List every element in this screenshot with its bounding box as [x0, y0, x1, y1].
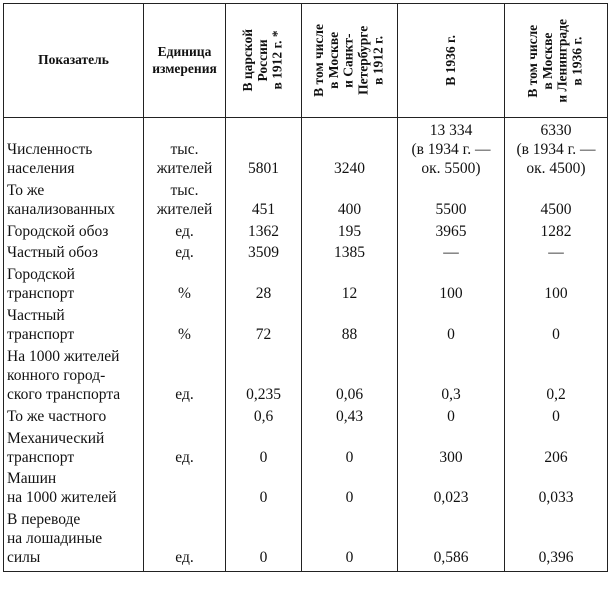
row-value-cell: 0,396 [505, 509, 608, 571]
row-value-cell: 300 [398, 428, 505, 469]
row-value-cell: 0 [226, 468, 302, 509]
table-row [4, 509, 608, 571]
table-row [4, 264, 608, 305]
row-value-cell: 0 [398, 305, 505, 346]
row-indicator-cell: Численность населения [4, 118, 144, 180]
row-value-cell: 206 [505, 428, 608, 469]
row-value-cell: 0,235 [226, 346, 302, 406]
row-value-cell: 0,06 [302, 346, 398, 406]
row-unit-cell: ед. [144, 242, 226, 264]
row-value-cell: 0,586 [398, 509, 505, 571]
table-body [4, 118, 608, 572]
row-indicator-cell: То же частного [4, 406, 144, 428]
table-header-row [4, 4, 608, 118]
header-moscow-leningrad-1936-label: В том числе в Москве и Ленинграде в 1936 г. [525, 18, 585, 103]
row-indicator-cell: В переводе на лошадиные силы [4, 509, 144, 571]
row-unit-cell: тыс. жителей [144, 118, 226, 180]
row-indicator-cell: Частный обоз [4, 242, 144, 264]
row-indicator-cell: На 1000 жителей конного город- ского транспорта [4, 346, 144, 406]
row-unit-cell: ед. [144, 509, 226, 571]
row-value-cell: 100 [398, 264, 505, 305]
header-unit-label: Единица измерения [152, 44, 217, 76]
row-value-cell: 6330 (в 1934 г. — ок. 4500) [505, 118, 608, 180]
row-indicator-cell: Городской транспорт [4, 264, 144, 305]
row-value-cell: 0 [226, 509, 302, 571]
header-moscow-spb-1912-label: В том числе в Москве и Санкт- Петербурге в 1912 г. [311, 24, 386, 97]
table-row [4, 406, 608, 428]
header-unit [144, 4, 226, 118]
table-row [4, 305, 608, 346]
row-value-cell: 72 [226, 305, 302, 346]
row-value-cell: 4500 [505, 180, 608, 221]
row-value-cell: 0 [226, 428, 302, 469]
table-row [4, 180, 608, 221]
row-indicator-cell: Частный транспорт [4, 305, 144, 346]
row-unit-cell: ед. [144, 221, 226, 243]
row-value-cell: 0,033 [505, 468, 608, 509]
row-value-cell: 0,2 [505, 346, 608, 406]
header-indicator-label: Показатель [38, 52, 109, 68]
header-moscow-spb-1912 [302, 4, 398, 118]
header-moscow-leningrad-1936 [505, 4, 608, 118]
row-value-cell: 12 [302, 264, 398, 305]
row-unit-cell: % [144, 305, 226, 346]
row-value-cell: 195 [302, 221, 398, 243]
table-row [4, 242, 608, 264]
row-value-cell: 0 [302, 468, 398, 509]
row-value-cell: 3509 [226, 242, 302, 264]
table-row [4, 118, 608, 180]
row-value-cell: 3240 [302, 118, 398, 180]
header-russia-1912-label: В царской России в 1912 г. * [240, 29, 285, 92]
row-value-cell: 13 334 (в 1934 г. — ок. 5500) [398, 118, 505, 180]
table-row [4, 346, 608, 406]
row-value-cell: 0,43 [302, 406, 398, 428]
row-indicator-cell: То же канализованных [4, 180, 144, 221]
row-value-cell: 0 [302, 509, 398, 571]
table-row [4, 428, 608, 469]
statistics-table [3, 3, 608, 572]
row-value-cell: 1385 [302, 242, 398, 264]
row-value-cell: 1282 [505, 221, 608, 243]
header-indicator [4, 4, 144, 118]
row-value-cell: 28 [226, 264, 302, 305]
header-russia-1912 [226, 4, 302, 118]
row-value-cell: 100 [505, 264, 608, 305]
table-row [4, 468, 608, 509]
row-value-cell: 5500 [398, 180, 505, 221]
row-value-cell: 0,023 [398, 468, 505, 509]
row-value-cell: 1362 [226, 221, 302, 243]
row-value-cell: 451 [226, 180, 302, 221]
row-value-cell: 88 [302, 305, 398, 346]
row-unit-cell: ед. [144, 346, 226, 406]
row-unit-cell: % [144, 264, 226, 305]
row-value-cell: — [505, 242, 608, 264]
row-value-cell: 0 [302, 428, 398, 469]
header-1936 [398, 4, 505, 118]
row-value-cell: 0,6 [226, 406, 302, 428]
row-unit-cell: тыс. жителей [144, 180, 226, 221]
row-indicator-cell: Механический транспорт [4, 428, 144, 469]
row-unit-cell [144, 468, 226, 509]
row-value-cell: 0 [505, 406, 608, 428]
row-value-cell: 0 [398, 406, 505, 428]
row-value-cell: 400 [302, 180, 398, 221]
row-unit-cell [144, 406, 226, 428]
row-value-cell: 3965 [398, 221, 505, 243]
row-unit-cell: ед. [144, 428, 226, 469]
row-indicator-cell: Машин на 1000 жителей [4, 468, 144, 509]
row-indicator-cell: Городской обоз [4, 221, 144, 243]
header-1936-label: В 1936 г. [442, 35, 458, 86]
row-value-cell: 0 [505, 305, 608, 346]
row-value-cell: 0,3 [398, 346, 505, 406]
table-row [4, 221, 608, 243]
row-value-cell: 5801 [226, 118, 302, 180]
row-value-cell: — [398, 242, 505, 264]
